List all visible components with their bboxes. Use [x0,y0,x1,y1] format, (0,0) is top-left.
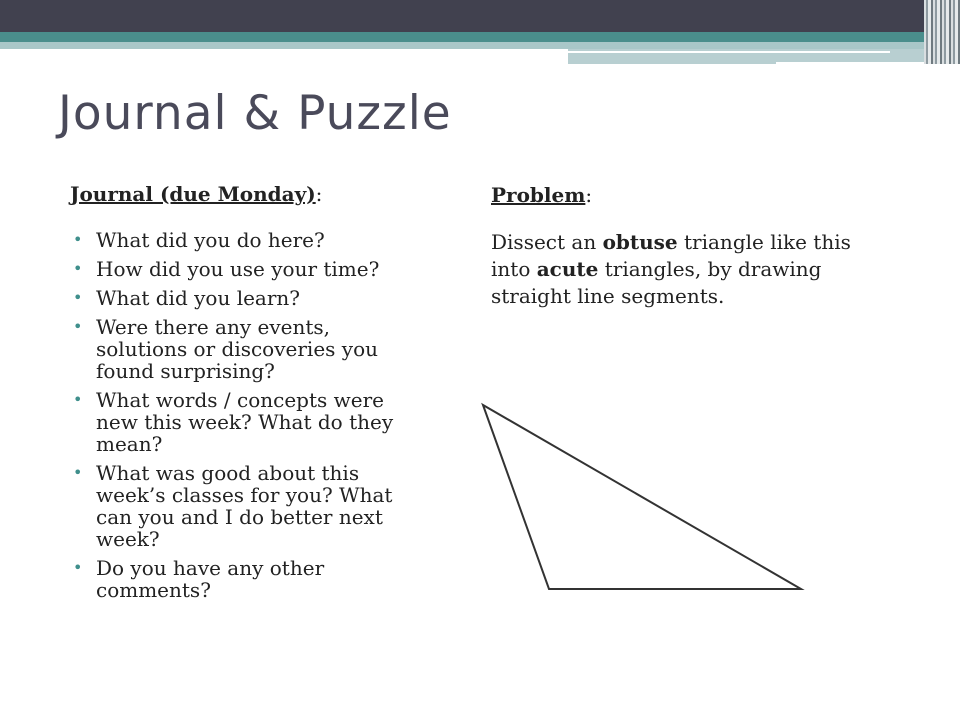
obtuse-triangle [483,405,801,589]
journal-question-list [70,229,420,601]
header-divider-line [568,51,890,53]
keyword-acute: acute [536,257,599,281]
problem-section [491,183,851,310]
journal-section [70,183,420,608]
bullet-icon: • [73,230,83,249]
problem-heading: Problem [491,183,586,207]
bullet-icon: • [73,288,83,307]
bullet-icon: • [73,463,83,482]
keyword-obtuse: obtuse [602,230,678,254]
journal-heading: Journal (due Monday) [70,182,316,206]
list-item [70,316,420,382]
problem-heading-colon: : [585,183,593,207]
list-item [70,557,420,601]
bullet-icon: • [73,390,83,409]
list-item-text: Do you have any other comments? [96,556,325,602]
problem-heading-line [491,183,851,207]
journal-heading-colon: : [315,182,323,206]
list-item-text: What words / concepts were new this week? What do they mean? [96,388,394,456]
list-item [70,287,420,309]
page-title: Journal & Puzzle [58,86,452,141]
obtuse-triangle-figure [470,396,820,606]
list-item-text: How did you use your time? [96,257,380,281]
header-accent-band [0,32,960,42]
problem-text-part: Dissect an [491,230,603,254]
list-item-text: Were there any events, solutions or discoveries you found surprising? [96,315,378,383]
list-item-text: What was good about this week’s classes for you? What can you and I do better next week? [96,461,393,551]
header-light-band [0,42,960,49]
problem-text-part: triangles, by drawing straight line segments. [491,257,822,308]
list-item-text: What did you do here? [96,228,325,252]
list-item-text: What did you learn? [96,286,301,310]
bullet-icon: • [73,317,83,336]
list-item [70,229,420,251]
bullet-icon: • [73,558,83,577]
list-item [70,258,420,280]
header-stripes [924,0,960,64]
journal-heading-line [70,183,420,207]
list-item [70,389,420,455]
list-item [70,462,420,550]
problem-statement [491,229,851,310]
problem-text-part: triangle like this into [491,230,851,281]
header-bar [0,0,960,32]
bullet-icon: • [73,259,83,278]
